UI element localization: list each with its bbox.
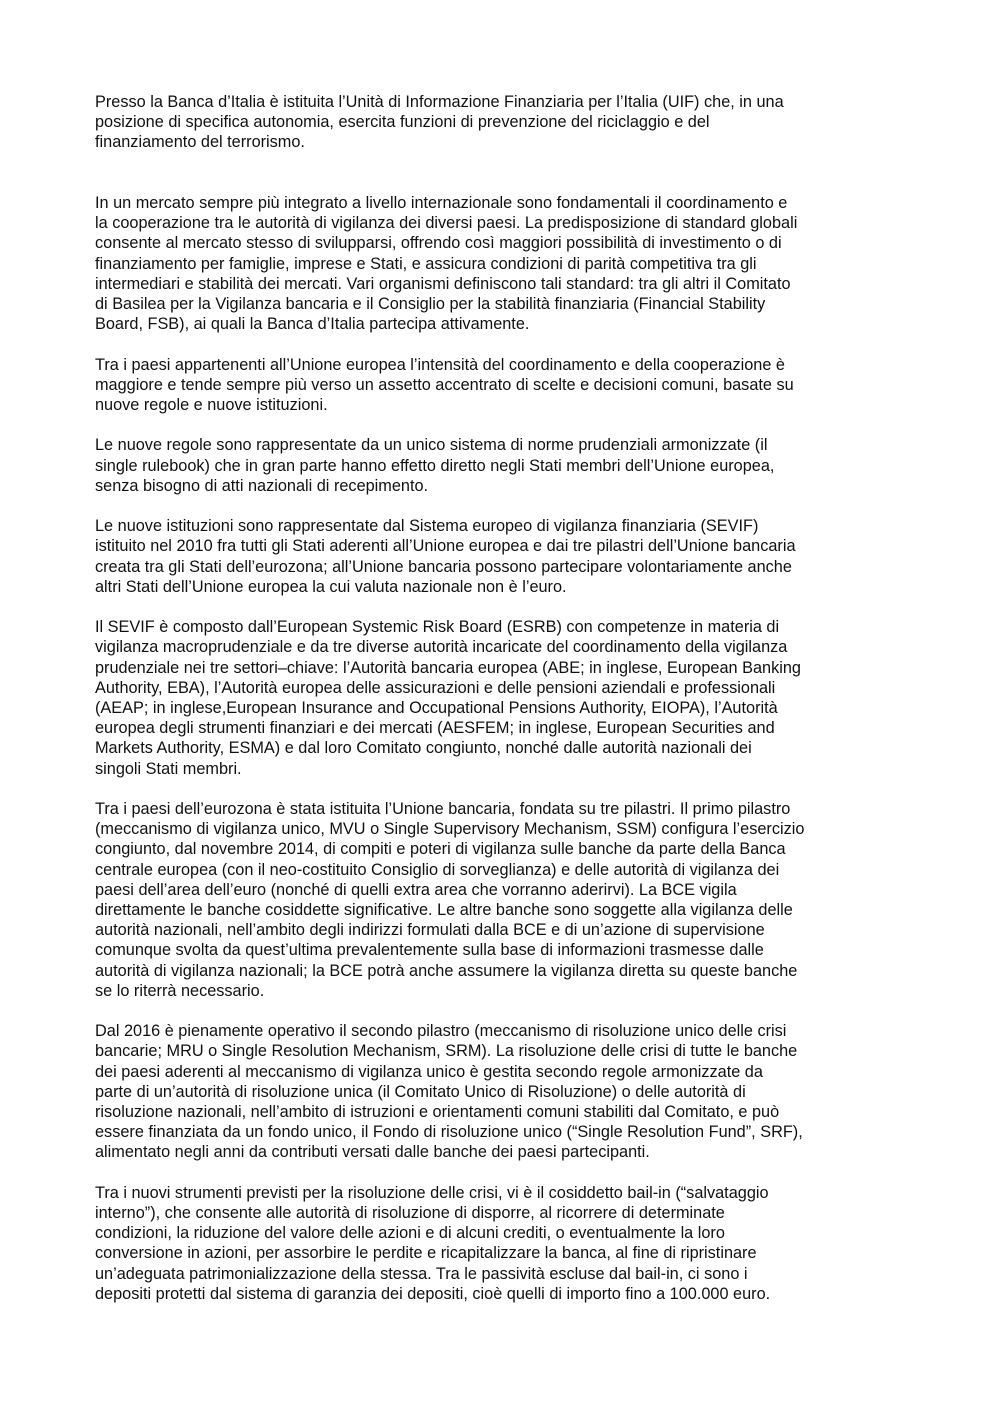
paragraph-single-rulebook: Le nuove regole sono rappresentate da un unico sistema di norme prudenziali armonizzate (il single rulebook) che in gran parte hanno effetto diretto negli Stati membri dell’Unione europea, senza bisogno di atti nazionali di recepimento. (95, 436, 775, 495)
paragraph-eu-coordination: Tra i paesi appartenenti all’Unione europea l’intensità del coordinamento e della cooperazione è maggiore e tende sempre più verso un assetto accentrato di scelte e decisioni comuni, basate su nuove regole e nuove istituzioni. (95, 355, 794, 415)
document-page (95, 92, 915, 1324)
paragraph-bail-in: Tra i nuovi strumenti previsti per la risoluzione delle crisi, vi è il cosiddetto bail-in (“salvataggio interno”), che consente alle autorità di risoluzione di disporre, al ricorrere di determinate condizioni, la riduzione del valore delle azioni e di alcuni crediti, o eventualmente la loro conversione in azioni, per assorbire le perdite e ricapitalizzare la banca, al fine di ripristinare un’adeguata patrimonializzazione della stessa. Tra le passività escluse dal bail-in, ci sono i depositi protetti dal sistema di garanzia dei depositi, cioè quelli di importo fino a 100.000 euro. (95, 1183, 771, 1303)
paragraph-international-cooperation: In un mercato sempre più integrato a livello internazionale sono fondamentali il coordinamento e la cooperazione tra le autorità di vigilanza dei diversi paesi. La predisposizione di standard globali consente al mercato stesso di svilupparsi, offrendo così maggiori possibilità di investimento o di finanziamento per famiglie, imprese e Stati, e assicura condizioni di parità competitiva tra gli intermediari e stabilità dei mercati. Vari organismi definiscono tali standard: tra gli altri il Comitato di Basilea per la Vigilanza bancaria e il Consiglio per la stabilità finanziaria (Financial Stability Board, FSB), ai quali la Banca d’Italia partecipa attivamente. (95, 194, 798, 334)
paragraph-banking-union-ssm: Tra i paesi dell’eurozona è stata istituita l’Unione bancaria, fondata su tre pilastri. Il primo pilastro (meccanismo di vigilanza unico, MVU o Single Supervisory Mechanism, SSM) configura l’esercizio congiunto, dal novembre 2014, di compiti e poteri di vigilanza sulle banche da parte della Banca centrale europea (con il neo-costituito Consiglio di sorveglianza) e delle autorità di vigilanza dei paesi dell’area dell’euro (nonché di quelli extra area che vorranno aderirvi). La BCE vigila direttamente le banche cosiddette significative. Le altre banche sono soggette alla vigilanza delle autorità nazionali, nell’ambito degli indirizzi formulati dalla BCE e di un’azione di supervisione comunque svolta da quest’ultima prevalentemente sulla base di informazioni trasmesse dalle autorità di vigilanza nazionali; la BCE potrà anche assumere la vigilanza diretta su queste banche se lo riterrà necessario. (95, 800, 805, 1000)
paragraph-uif: Presso la Banca d’Italia è istituita l’Unità di Informazione Finanziaria per l’Italia (UIF) che, in una posizione di specifica autonomia, esercita funzioni di prevenzione del riciclaggio e del finanziamento del terrorismo. (95, 93, 784, 152)
paragraph-sevif-institutions: Le nuove istituzioni sono rappresentate dal Sistema europeo di vigilanza finanziaria (SEVIF) istituito nel 2010 fra tutti gli Stati aderenti all’Unione europea e dai tre pilastri dell’Unione bancaria creata tra gli Stati dell’eurozona; all’Unione bancaria possono partecipare volontariamente anche altri Stati dell’Unione europea la cui valuta nazionale non è l’euro. (95, 517, 796, 596)
paragraph-srm: Dal 2016 è pienamente operativo il secondo pilastro (meccanismo di risoluzione unico delle crisi bancarie; MRU o Single Resolution Mechanism, SRM). La risoluzione delle crisi di tutte le banche dei paesi aderenti al meccanismo di vigilanza unico è gestita secondo regole armonizzate da parte di un’autorità di risoluzione unica (il Comitato Unico di Risoluzione) o delle autorità di risoluzione nazionali, nell’ambito di istruzioni e orientamenti comuni stabiliti dal Comitato, e può essere finanziata da un fondo unico, il Fondo di risoluzione unico (“Single Resolution Fund”, SRF), alimentato negli anni da contributi versati dalle banche dei paesi partecipanti. (95, 1022, 803, 1162)
paragraph-sevif-composition: Il SEVIF è composto dall’European Systemic Risk Board (ESRB) con competenze in materia di vigilanza macroprudenziale e da tre diverse autorità incaricate del coordinamento della vigilanza prudenziale nei tre settori–chiave: l’Autorità bancaria europea (ABE; in inglese, European Banking Authority, EBA), l’Autorità europea delle assicurazioni e delle pensioni aziendali e professionali (AEAP; in inglese,European Insurance and Occupational Pensions Authority, EIOPA), l’Autorità europea degli strumenti finanziari e dei mercati (AESFEM; in inglese, European Securities and Markets Authority, ESMA) e dal loro Comitato congiunto, nonché dalle autorità nazionali dei singoli Stati membri. (95, 618, 801, 778)
